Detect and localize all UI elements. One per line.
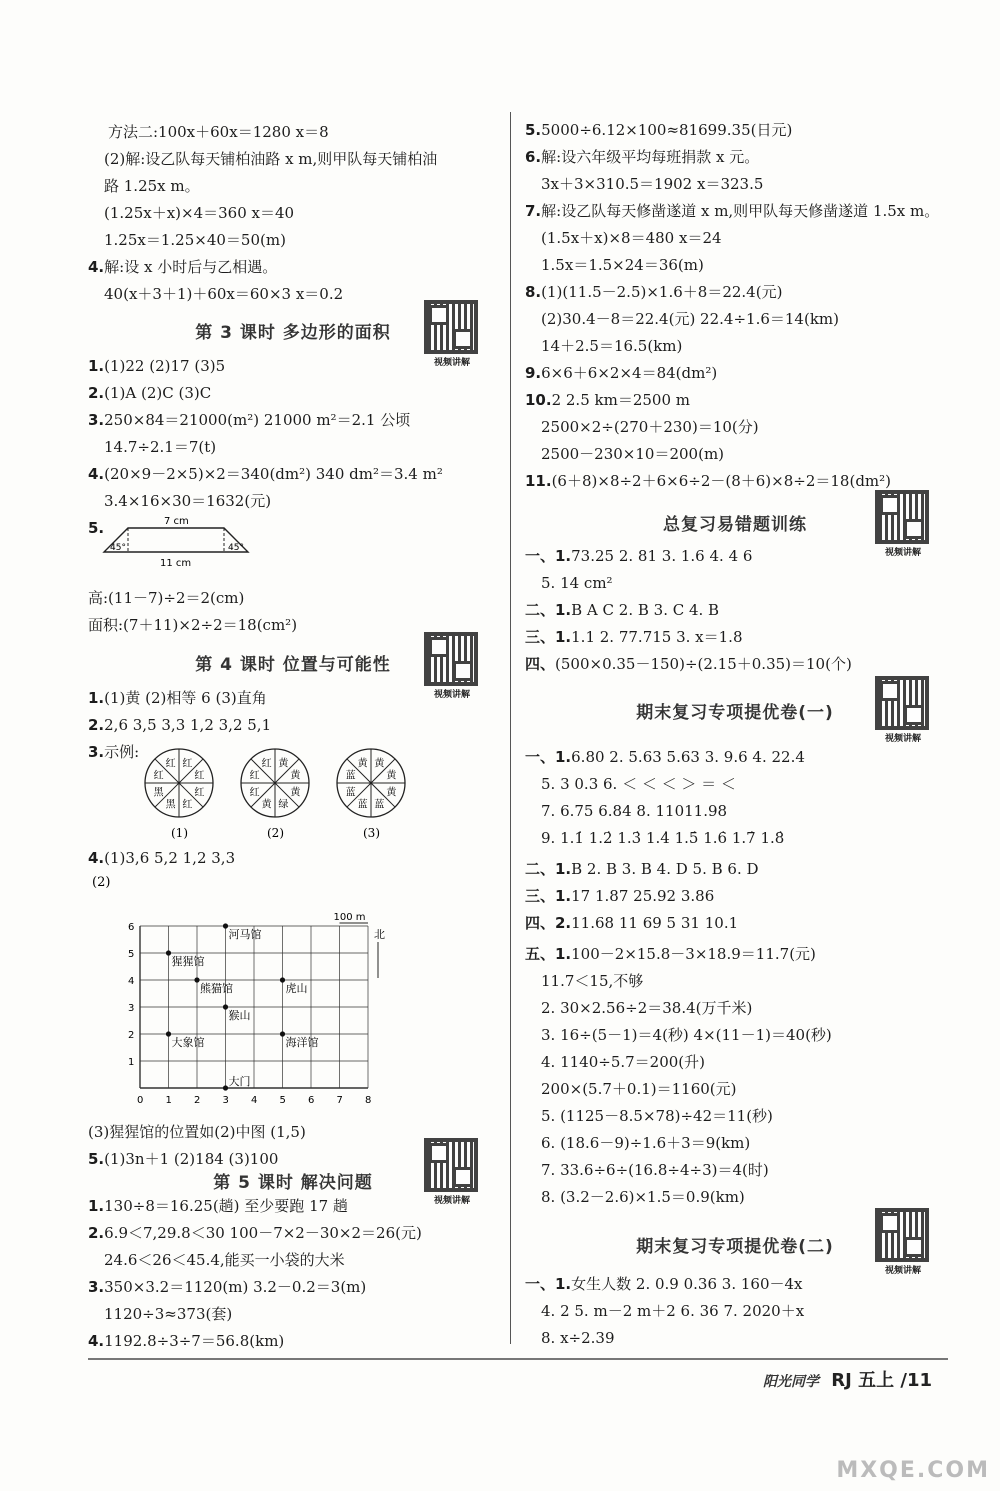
place-label: 大门: [228, 1075, 251, 1088]
qr-code-icon: [875, 1208, 929, 1262]
question-number: 三、1.: [525, 628, 572, 646]
answer-line: [525, 201, 939, 221]
answer-line: [541, 1301, 804, 1321]
spinner-sector-label: 黄: [386, 770, 397, 782]
answer-line: [541, 417, 759, 437]
answer-text: B A C 2. B 3. C 4. B: [571, 601, 720, 619]
question-number: 4.: [88, 849, 105, 867]
answer-line: [88, 688, 267, 708]
answer-text: 4. 1140÷5.7＝200(升): [541, 1053, 706, 1071]
answer-text: 17 1.87 25.92 3.86: [571, 887, 715, 905]
watermark: MXQE.COM: [836, 1458, 990, 1483]
answer-text: 1.25x＝1.25×40＝50(m): [104, 231, 286, 249]
answer-text: (1)黄 (2)相等 6 (3)直角: [104, 689, 267, 707]
question-number: 二、1.: [525, 601, 572, 619]
answer-text: 女生人数 2. 0.9 0.36 3. 160－4x: [571, 1275, 803, 1293]
spinner-sector-label: 黄: [278, 758, 289, 770]
section-title: 第 5 课时 解决问题: [213, 1173, 373, 1193]
answer-line: [525, 363, 717, 383]
x-tick-label: 8: [365, 1095, 372, 1106]
question-number: 3.: [88, 1278, 105, 1296]
section-title: 期末复习专项提优卷(二): [636, 1237, 834, 1257]
answer-text: 3. 16÷(5－1)＝4(秒) 4×(11－1)＝40(秒): [541, 1026, 832, 1044]
answer-text: 6.9＜7,29.8＜30 100－7×2－30×2＝26(元): [104, 1224, 422, 1242]
question-number: 1.: [88, 689, 105, 707]
x-tick-label: 3: [222, 1095, 229, 1106]
answer-text: 2. 30×2.56÷2＝38.4(万千米): [541, 999, 753, 1017]
question-number: 四、: [525, 655, 556, 673]
spinner-sector-label: 红: [194, 770, 205, 782]
question-number: 10.: [525, 391, 552, 409]
place-label: 大象馆: [171, 1036, 205, 1049]
place-point: [166, 950, 171, 955]
spinner-caption: (3): [363, 826, 380, 840]
answer-text: 1120÷3≈373(套): [104, 1305, 233, 1323]
answer-line: [88, 464, 443, 484]
answer-text: 350×3.2＝1120(m) 3.2－0.2＝3(m): [104, 1278, 367, 1296]
section-title: 期末复习专项提优卷(一): [636, 703, 834, 723]
answer-line: [88, 410, 410, 430]
answer-line: [525, 859, 759, 879]
answer-text: 2 2.5 km＝2500 m: [551, 391, 690, 409]
answer-text: 4. 2 5. m－2 m＋2 6. 36 7. 2020＋x: [541, 1302, 805, 1320]
y-tick-label: 1: [128, 1057, 135, 1068]
spinner-sector-label: 红: [261, 758, 272, 770]
answer-text: 200×(5.7＋0.1)＝1160(元): [541, 1080, 737, 1098]
answer-line: [541, 1187, 745, 1207]
answer-line: [541, 174, 763, 194]
answer-line: [108, 122, 329, 142]
answer-line: [525, 282, 782, 302]
spinner-sector-label: 红: [153, 770, 164, 782]
answer-text: 2500－230×10＝200(m): [541, 445, 725, 463]
answer-line: [88, 1149, 278, 1169]
top-length-label: 7 cm: [164, 516, 189, 527]
qr-code-icon: [424, 300, 478, 354]
answer-line: [88, 588, 244, 608]
x-tick-label: 0: [137, 1095, 144, 1106]
answer-line: [525, 654, 852, 674]
qr-caption: 视频讲解: [433, 358, 470, 368]
spinner-diagram: [335, 745, 415, 845]
place-point: [223, 1004, 228, 1009]
answer-text: 解:设 x 小时后与乙相遇。: [104, 258, 278, 276]
y-tick-label: 2: [128, 1030, 135, 1041]
question-number: 11.: [525, 472, 552, 490]
answer-text: (6＋8)×8÷2＋6×6÷2－(8＋6)×8÷2＝18(dm²): [551, 472, 892, 490]
spinner-sector-label: 红: [194, 787, 205, 799]
north-label: 北: [374, 928, 385, 941]
spinner-sector-label: 红: [182, 758, 193, 770]
answer-line: [525, 747, 805, 767]
footer-rule: [88, 1358, 948, 1360]
question-number: 一、1.: [525, 547, 572, 565]
answer-text: 9. 1.1̇ 1.2̇ 1.3̇ 1.4̇ 1.5̇ 1.6̇ 1.7̇ 1.8̇: [541, 829, 785, 847]
spinner-caption: (1): [171, 826, 188, 840]
question-number: 5.: [88, 519, 105, 537]
answer-text: (1)3,6 5,2 1,2 3,3: [104, 849, 236, 867]
answer-line: [104, 437, 216, 457]
place-point: [280, 977, 285, 982]
answer-text: 解:设六年级平均每班捐款 x 元。: [541, 148, 760, 166]
qr-code-icon: [424, 632, 478, 686]
answer-text: 6.80 2. 5.63 5.63 3. 9.6 4. 22.4: [571, 748, 805, 766]
place-label: 海洋馆: [285, 1036, 319, 1049]
answer-line: [541, 255, 704, 275]
place-label: 虎山: [285, 982, 308, 995]
answer-line: [88, 1277, 366, 1297]
answer-text: 1192.8÷3÷7＝56.8(km): [104, 1332, 285, 1350]
question-number: 2.: [88, 1224, 105, 1242]
answer-text: 方法二:100x＋60x＝1280 x＝8: [108, 123, 329, 141]
answer-line: [541, 573, 613, 593]
answer-line: [541, 1133, 750, 1153]
spinner-sector-label: 红: [165, 758, 176, 770]
answer-line: [104, 176, 200, 196]
answer-text: (1.5x＋x)×8＝480 x＝24: [541, 229, 722, 247]
spinner-diagram: [239, 745, 319, 845]
answer-text: (20×9－2×5)×2＝340(dm²) 340 dm²＝3.4 m²: [104, 465, 443, 483]
page-number: RJ 五上 /11: [831, 1370, 932, 1391]
spinner-sector-label: 蓝: [345, 770, 356, 782]
answer-text: 解:设乙队每天修凿遂道 x m,则甲队每天修凿遂道 1.5x m。: [541, 202, 940, 220]
answer-line: [88, 715, 271, 735]
answer-text: 路 1.25x m。: [104, 177, 200, 195]
place-label: 猩猩馆: [171, 955, 205, 968]
y-tick-label: 5: [128, 949, 135, 960]
answer-line: [88, 356, 225, 376]
place-point: [280, 1031, 285, 1036]
answer-text: 130÷8＝16.25(趟) 至少要跑 17 趟: [104, 1197, 348, 1215]
section-title: 总复习易错题训练: [663, 515, 807, 535]
question-number: 2.: [88, 716, 105, 734]
answer-line: [104, 203, 294, 223]
x-tick-label: 6: [308, 1095, 315, 1106]
question-number: 4.: [88, 1332, 105, 1350]
x-tick-label: 5: [279, 1095, 286, 1106]
spinner-sector-label: 蓝: [357, 799, 368, 811]
answer-line: [541, 309, 839, 329]
qr-code[interactable]: [424, 632, 480, 700]
answer-line: [541, 228, 722, 248]
question-number: 二、1.: [525, 860, 572, 878]
grid-part-label: (2): [92, 875, 111, 890]
answer-text: (1)3n＋1 (2)184 (3)100: [104, 1150, 279, 1168]
answer-text: 2,6 3,5 3,3 1,2 3,2 5,1: [104, 716, 272, 734]
answer-text: 73.25 2. 81 3. 1.6 4. 4 6: [571, 547, 753, 565]
spinner-sector-label: 黄: [374, 758, 385, 770]
answer-text: (1)22 (2)17 (3)5: [104, 357, 226, 375]
answer-text: 面积:(7＋11)×2÷2＝18(cm²): [88, 616, 298, 634]
answer-line: [104, 1304, 232, 1324]
answer-line: [88, 615, 297, 635]
question-number: 五、1.: [525, 945, 572, 963]
answer-line: [88, 383, 211, 403]
y-tick-label: 4: [128, 976, 135, 987]
question-number: 9.: [525, 364, 542, 382]
answer-line: [541, 1079, 737, 1099]
answer-text: 250×84＝21000(m²) 21000 m²＝2.1 公顷: [104, 411, 411, 429]
question-number: 5.: [525, 121, 542, 139]
qr-caption: 视频讲解: [884, 548, 921, 558]
column-divider: [510, 112, 511, 1344]
answer-text: 5. 3 0.3 6. ＜ ＜ ＜ ＞ ＝ ＜: [541, 775, 736, 793]
question-number: 1.: [88, 357, 105, 375]
question-number: 7.: [525, 202, 542, 220]
qr-caption: 视频讲解: [433, 1196, 470, 1206]
x-tick-label: 1: [165, 1095, 172, 1106]
answer-text: 高:(11－7)÷2＝2(cm): [88, 589, 245, 607]
answer-line: [541, 1052, 705, 1072]
answer-text: B 2. B 3. B 4. D 5. B 6. D: [571, 860, 759, 878]
qr-caption: 视频讲解: [433, 690, 470, 700]
answer-line: [541, 828, 784, 848]
bottom-length-label: 11 cm: [160, 558, 192, 569]
qr-code[interactable]: [875, 490, 931, 558]
zoo-map-grid: [88, 872, 388, 1112]
answer-text: (1)A (2)C (3)C: [104, 384, 212, 402]
question-number: 4.: [88, 258, 105, 276]
spinner-sector-label: 红: [249, 787, 260, 799]
qr-caption: 视频讲解: [884, 734, 921, 744]
answer-text: 11.7＜15,不够: [541, 972, 644, 990]
answer-line: [88, 1196, 348, 1216]
answer-text: 5. (1125－8.5×78)÷42＝11(秒): [541, 1107, 773, 1125]
answer-line: [541, 998, 752, 1018]
spinner-sector-label: 红: [182, 799, 193, 811]
answer-line: [88, 1122, 306, 1142]
question-number: 1.: [88, 1197, 105, 1215]
answer-line: [104, 284, 343, 304]
answer-text: 14.7÷2.1＝7(t): [104, 438, 217, 456]
place-label: 猴山: [228, 1009, 251, 1022]
answer-text: 100－2×15.8－3×18.9＝11.7(元): [571, 945, 816, 963]
answer-line: [104, 230, 286, 250]
qr-caption: 视频讲解: [884, 1266, 921, 1276]
spinner-sector-label: 黄: [290, 787, 301, 799]
answer-line: [541, 1328, 615, 1348]
answer-text: 40(x＋3＋1)＋60x＝60×3 x＝0.2: [104, 285, 344, 303]
answer-text: 8. x÷2.39: [541, 1329, 615, 1347]
answer-line: [541, 801, 727, 821]
question-number: 一、1.: [525, 748, 572, 766]
qr-code[interactable]: [424, 1138, 480, 1206]
answer-text: 14＋2.5＝16.5(km): [541, 337, 683, 355]
spinner-sector-label: 绿: [278, 799, 289, 811]
question-number: 一、1.: [525, 1275, 572, 1293]
section-title: 第 4 课时 位置与可能性: [195, 655, 391, 675]
answer-text: (1)(11.5－2.5)×1.6＋8＝22.4(元): [541, 283, 783, 301]
answer-text: 11.68 11 69 5 31 10.1: [571, 914, 739, 932]
answer-text: 示例:: [104, 743, 140, 761]
answer-line: [525, 546, 752, 566]
answer-text: (3)猩猩馆的位置如(2)中图 (1,5): [88, 1123, 306, 1141]
answer-line: [541, 336, 682, 356]
brand-logo: 阳光同学: [763, 1374, 819, 1390]
answer-line: [525, 886, 714, 906]
answer-line: [525, 627, 743, 647]
answer-line: [541, 774, 736, 794]
question-number: 4.: [88, 465, 105, 483]
answer-text: 7. 33.6÷6÷(16.8÷4÷3)＝4(时): [541, 1161, 769, 1179]
x-tick-label: 2: [194, 1095, 201, 1106]
answer-line: [541, 1106, 773, 1126]
left-angle-label: 45°: [110, 543, 126, 553]
x-tick-label: 7: [336, 1095, 343, 1106]
place-point: [223, 1085, 228, 1090]
question-number: 三、1.: [525, 887, 572, 905]
answer-line: [525, 913, 738, 933]
answer-line: [541, 444, 724, 464]
page-footer: [763, 1366, 932, 1392]
answer-text: (2)解:设乙队每天铺柏油路 x m,则甲队每天铺柏油: [104, 150, 438, 168]
answer-text: 5000÷6.12×100≈81699.35(日元): [541, 121, 793, 139]
answer-line: [88, 1223, 422, 1243]
answer-line: [88, 1331, 284, 1351]
trapezoid-diagram: [98, 512, 268, 572]
answer-text: 1.1 2. 77.715 3. x＝1.8: [571, 628, 743, 646]
answer-line: [525, 944, 816, 964]
section-title: 第 3 课时 多边形的面积: [195, 323, 391, 343]
question-number: 2.: [88, 384, 105, 402]
answer-text: 6×6＋6×2×4＝84(dm²): [541, 364, 718, 382]
place-point: [194, 977, 199, 982]
answer-text: 7. 6.75 6.84 8. 11011.98: [541, 802, 728, 820]
answer-line: [104, 149, 437, 169]
place-point: [223, 923, 228, 928]
answer-line: [541, 971, 643, 991]
right-angle-label: 45°: [228, 543, 244, 553]
answer-text: (1.25x＋x)×4＝360 x＝40: [104, 204, 295, 222]
spinner-sector-label: 黄: [386, 787, 397, 799]
answer-text: 3.4×16×30＝1632(元): [104, 492, 272, 510]
y-tick-label: 3: [128, 1003, 135, 1014]
answer-line: [525, 600, 719, 620]
answer-line: [525, 390, 690, 410]
answer-line: [525, 120, 792, 140]
qr-code[interactable]: [424, 300, 480, 368]
answer-line: [525, 147, 759, 167]
spinner-sector-label: 蓝: [374, 799, 385, 811]
qr-code-icon: [875, 676, 929, 730]
x-tick-label: 4: [251, 1095, 258, 1106]
answer-line: [541, 1160, 769, 1180]
spinner-sector-label: 黄: [261, 799, 272, 811]
question-number: 四、2.: [525, 914, 572, 932]
answer-line: [88, 257, 277, 277]
answer-line: [104, 491, 271, 511]
answer-line: [104, 1250, 345, 1270]
question-number: 3.: [88, 743, 105, 761]
qr-code-icon: [875, 490, 929, 544]
spinner-sector-label: 红: [249, 770, 260, 782]
question-number: 6.: [525, 148, 542, 166]
answer-text: 1.5x＝1.5×24＝36(m): [541, 256, 704, 274]
answer-text: (2)30.4－8＝22.4(元) 22.4÷1.6＝14(km): [541, 310, 839, 328]
y-tick-label: 6: [128, 922, 135, 933]
answer-line: [541, 1025, 832, 1045]
place-label: 熊猫馆: [200, 982, 233, 995]
question-number: 8.: [525, 283, 542, 301]
qr-code[interactable]: [875, 1208, 931, 1276]
spinner-sector-label: 黑: [153, 787, 164, 799]
answer-line: [525, 1274, 803, 1294]
qr-code[interactable]: [875, 676, 931, 744]
answer-text: 2500×2÷(270＋230)＝10(分): [541, 418, 759, 436]
place-label: 河马馆: [228, 928, 262, 941]
spinner-sector-label: 黄: [357, 758, 368, 770]
answer-text: (500×0.35－150)÷(2.15＋0.35)＝10(个): [555, 655, 852, 673]
answer-text: 8. (3.2－2.6)×1.5＝0.9(km): [541, 1188, 745, 1206]
answer-text: 5. 14 cm²: [541, 574, 613, 592]
spinner-sector-label: 黑: [165, 799, 176, 811]
answer-line: [88, 742, 139, 762]
spinner-caption: (2): [267, 826, 284, 840]
qr-code-icon: [424, 1138, 478, 1192]
answer-text: 3x＋3×310.5＝1902 x＝323.5: [541, 175, 764, 193]
spinner-diagram: [143, 745, 223, 845]
answer-line: [88, 848, 235, 868]
question-number: 3.: [88, 411, 105, 429]
question-number: 5.: [88, 1150, 105, 1168]
grid-scale-label: 100 m: [333, 912, 366, 923]
answer-line: [525, 471, 891, 491]
answer-text: 6. (18.6－9)÷1.6＋3＝9(km): [541, 1134, 751, 1152]
spinner-sector-label: 蓝: [345, 787, 356, 799]
spinner-sector-label: 黄: [290, 770, 301, 782]
answer-text: 24.6＜26＜45.4,能买一小袋的大米: [104, 1251, 345, 1269]
place-point: [166, 1031, 171, 1036]
